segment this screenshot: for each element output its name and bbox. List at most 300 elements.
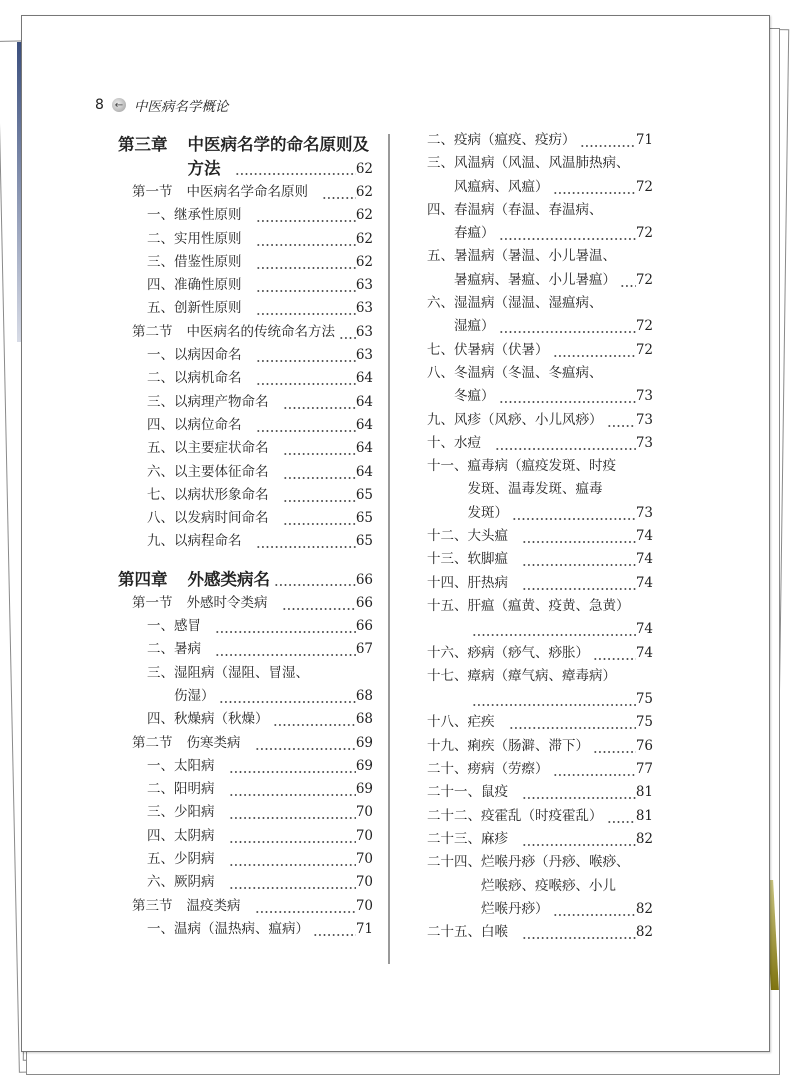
entry-number: 九、 [427, 411, 454, 428]
toc-entry-item[interactable] [427, 665, 653, 712]
dot-leader [283, 437, 356, 460]
entry-page-number: 73 [635, 504, 653, 521]
entry-number: 七、 [147, 486, 174, 503]
entry-title: 太阴病 [174, 827, 215, 844]
toc-entry-item[interactable] [427, 548, 653, 571]
entry-body [174, 918, 373, 941]
entry-number: 三、 [427, 155, 454, 172]
entry-title: 以病位命名 [174, 416, 242, 433]
entry-body [174, 825, 373, 848]
entry-body [174, 848, 373, 871]
entry-number: 四、 [427, 201, 454, 218]
entry-page-number: 70 [355, 827, 373, 844]
entry-title: 以病程命名 [174, 533, 242, 550]
entry-number: 第三章 [118, 135, 168, 154]
dot-leader [472, 688, 636, 711]
entry-number: 二十四、 [427, 854, 481, 871]
dot-leader [256, 367, 356, 390]
entry-number: 一、 [147, 757, 174, 774]
entry-body [454, 292, 653, 339]
entry-title: 伏暑病（伏暑） [454, 341, 549, 358]
entry-title: 鼠疫 [481, 784, 508, 801]
entry-body [468, 642, 654, 665]
toc-entry-item[interactable] [427, 735, 653, 758]
entry-number: 一、 [147, 618, 174, 635]
entry-title: 湿瘟） [454, 318, 495, 335]
entry-page-number: 72 [635, 225, 653, 242]
entry-title: 疫霍乱（时疫霍乱） [481, 807, 603, 824]
entry-number: 四、 [147, 827, 174, 844]
toc-entry-item[interactable] [427, 432, 653, 455]
toc-entry-section[interactable] [118, 592, 373, 615]
toc-entry-section[interactable] [118, 895, 373, 918]
entry-line [454, 292, 653, 315]
dot-leader [313, 918, 356, 941]
entry-line [174, 778, 373, 801]
dot-leader [499, 222, 636, 245]
toc-entry-item[interactable] [118, 484, 373, 507]
entry-body [174, 344, 373, 367]
entry-body [454, 245, 653, 292]
toc-entry-item[interactable] [118, 918, 373, 941]
entry-page-number: 74 [635, 621, 653, 638]
entry-body [481, 805, 653, 828]
entry-body [481, 781, 653, 804]
entry-page-number: 63 [355, 300, 373, 317]
column-divider [388, 134, 390, 964]
entry-title: 痨病（劳瘵） [467, 761, 549, 778]
entry-body [454, 409, 653, 432]
entry-number: 十六、 [427, 644, 468, 661]
entry-title: 大头瘟 [467, 528, 508, 545]
dot-leader [522, 525, 636, 548]
entry-title: 烂喉痧、疫喉痧、小儿 [481, 877, 616, 894]
entry-title: 湿温病（湿温、湿瘟病、 [454, 295, 603, 312]
entry-page-number: 66 [355, 571, 373, 588]
entry-line [174, 755, 373, 778]
dot-leader [219, 685, 356, 708]
entry-page-number: 70 [355, 874, 373, 891]
entry-line [174, 708, 373, 731]
toc-entry-item[interactable] [118, 391, 373, 414]
toc-entry-item[interactable] [427, 642, 653, 665]
dot-leader [499, 385, 636, 408]
toc-entry-item[interactable] [427, 828, 653, 851]
entry-number: 二、 [147, 641, 174, 658]
dot-leader [283, 507, 356, 530]
entry-number: 第二节 [132, 323, 173, 340]
entry-page-number: 72 [635, 271, 653, 288]
entry-body [174, 414, 373, 437]
entry-page-number: 70 [355, 804, 373, 821]
toc-entry-item[interactable] [118, 615, 373, 638]
entry-body [454, 339, 653, 362]
toc-right-column [427, 129, 653, 944]
entry-line [481, 921, 653, 944]
entry-number: 二十二、 [427, 807, 481, 824]
dot-leader [495, 432, 636, 455]
entry-page-number: 66 [355, 594, 373, 611]
toc-entry-item[interactable] [118, 204, 373, 227]
toc-entry-item[interactable] [118, 778, 373, 801]
toc-entry-item[interactable] [118, 507, 373, 530]
entry-title: 湿阻病（湿阻、冒湿、 [174, 664, 309, 681]
entry-line [468, 502, 654, 525]
entry-number: 八、 [147, 510, 174, 527]
entry-body [174, 484, 373, 507]
dot-leader [620, 269, 636, 292]
entry-line [454, 152, 653, 175]
toc-entry-chapter[interactable] [118, 133, 373, 181]
toc-entry-item[interactable] [427, 805, 653, 828]
entry-number: 六、 [147, 463, 174, 480]
entry-number: 二、 [147, 781, 174, 798]
dot-leader [282, 592, 356, 615]
dot-leader [580, 129, 636, 152]
toc-entry-item[interactable] [118, 638, 373, 661]
entry-title: 中医病名学的命名原则及 [187, 135, 369, 154]
entry-page-number: 67 [355, 641, 373, 658]
entry-title: 继承性原则 [174, 207, 242, 224]
dot-leader [522, 921, 636, 944]
entry-line [174, 484, 373, 507]
entry-page-number: 82 [635, 924, 653, 941]
entry-number: 十三、 [427, 551, 468, 568]
dot-leader [215, 615, 356, 638]
entry-line [454, 199, 653, 222]
entry-page-number: 71 [635, 132, 653, 148]
entry-page-number: 81 [635, 784, 653, 801]
entry-title: 暑温病（暑温、小儿暑温、 [454, 248, 616, 265]
entry-page-number: 72 [635, 178, 653, 195]
entry-title: 外感时令类病 [186, 594, 268, 611]
entry-page-number: 74 [635, 551, 653, 568]
entry-line [454, 315, 653, 338]
entry-title: 瘟毒病（瘟疫发斑、时疫 [467, 458, 616, 475]
entry-line [454, 222, 653, 245]
entry-title: 厥阴病 [174, 874, 215, 891]
toc-entry-item[interactable] [427, 851, 653, 921]
toc-entry-item[interactable] [427, 199, 653, 246]
entry-number: 十七、 [427, 667, 468, 684]
entry-body [188, 568, 374, 592]
entry-title: 中医病名学命名原则 [186, 184, 308, 200]
entry-number: 第四章 [118, 569, 168, 589]
entry-number: 十一、 [427, 458, 468, 475]
entry-number: 第一节 [132, 594, 173, 611]
entry-page-number: 74 [635, 528, 653, 545]
entry-title: 温疫类病 [186, 897, 241, 914]
entry-page-number: 62 [355, 184, 373, 200]
entry-number: 二十、 [427, 761, 468, 778]
entry-body [188, 133, 374, 181]
entry-body [174, 437, 373, 460]
entry-number: 第一节 [132, 184, 173, 200]
entry-title: 阳明病 [174, 781, 215, 798]
entry-body [174, 461, 373, 484]
entry-title: 创新性原则 [174, 300, 242, 317]
toc-entry-item[interactable] [427, 339, 653, 362]
page-header [95, 95, 228, 115]
entry-title: 实用性原则 [174, 230, 242, 247]
entry-line [174, 615, 373, 638]
toc-entry-item[interactable] [427, 921, 653, 944]
book-title: 中医病名学概论 [133, 99, 229, 115]
entry-title: 伤湿） [174, 687, 215, 704]
entry-line [468, 735, 654, 758]
toc-entry-section[interactable] [118, 181, 373, 204]
dot-leader [322, 181, 356, 204]
toc-entry-item[interactable] [427, 595, 653, 642]
toc-entry-item[interactable] [427, 409, 653, 432]
entry-line [174, 801, 373, 824]
dot-leader [273, 708, 356, 731]
entry-title: 以病因命名 [174, 347, 242, 364]
dot-leader [522, 781, 636, 804]
entry-page-number: 82 [635, 830, 653, 847]
entry-title: 温病（温热病、瘟病） [174, 920, 309, 937]
entry-line [454, 129, 653, 152]
toc-entry-item[interactable] [427, 129, 653, 152]
entry-body [454, 362, 653, 409]
entry-number: 十八、 [427, 714, 468, 731]
entry-line [174, 825, 373, 848]
entry-number: 二、 [427, 132, 454, 148]
entry-number: 一、 [147, 207, 174, 224]
entry-title: 外感类病名 [187, 569, 270, 589]
entry-title: 少阴病 [174, 851, 215, 868]
entry-page-number: 64 [355, 393, 373, 410]
entry-title: 软脚瘟 [467, 551, 508, 568]
entry-line [174, 414, 373, 437]
entry-line [454, 245, 653, 268]
entry-page-number: 75 [635, 714, 653, 731]
entry-body [187, 895, 374, 918]
entry-title: 风疹（风痧、小儿风痧） [454, 411, 603, 428]
entry-page-number: 62 [355, 161, 373, 177]
entry-line [174, 204, 373, 227]
entry-body [468, 595, 654, 642]
entry-title: 水痘 [454, 434, 481, 451]
toc-entry-chapter[interactable] [118, 568, 373, 592]
entry-line [174, 662, 373, 685]
entry-number: 二十五、 [427, 924, 481, 941]
toc-entry-section[interactable] [118, 321, 373, 344]
entry-line [174, 871, 373, 894]
entry-line [188, 568, 374, 592]
entry-page-number: 64 [355, 416, 373, 433]
entry-line [174, 685, 373, 708]
entry-number: 八、 [427, 364, 454, 381]
entry-line [454, 339, 653, 362]
entry-line [481, 898, 653, 921]
dot-leader [255, 732, 356, 755]
entry-body [468, 572, 654, 595]
entry-number: 十五、 [427, 597, 468, 614]
entry-title: 伤寒类病 [186, 734, 241, 751]
entry-line [454, 409, 653, 432]
entry-body [468, 711, 654, 734]
entry-number: 三、 [147, 664, 174, 681]
entry-body [174, 391, 373, 414]
entry-line [468, 478, 654, 501]
entry-title: 中医病名的传统命名方法 [186, 323, 335, 340]
entry-page-number: 69 [355, 757, 373, 774]
entry-title: 太阳病 [174, 757, 215, 774]
entry-body [454, 199, 653, 246]
entry-body [174, 755, 373, 778]
entry-line [174, 251, 373, 274]
entry-line [174, 461, 373, 484]
entry-body [454, 432, 653, 455]
entry-number: 三、 [147, 393, 174, 410]
entry-page-number: 68 [355, 687, 373, 704]
dot-leader [593, 642, 636, 665]
entry-body [468, 455, 654, 525]
dot-leader [553, 898, 636, 921]
entry-number: 五、 [147, 440, 174, 457]
entry-number: 二、 [147, 370, 174, 387]
entry-page-number: 72 [635, 341, 653, 358]
entry-page-number: 66 [355, 618, 373, 635]
toc-entry-item[interactable] [118, 755, 373, 778]
entry-line [187, 321, 374, 344]
entry-page-number: 65 [355, 510, 373, 527]
dot-leader [553, 176, 636, 199]
entry-title: 白喉 [481, 924, 508, 941]
entry-line [454, 385, 653, 408]
entry-number: 十、 [427, 434, 454, 451]
toc-entry-item[interactable] [427, 245, 653, 292]
toc-entry-item[interactable] [118, 228, 373, 251]
entry-line [187, 181, 374, 204]
toc-entry-item[interactable] [118, 530, 373, 553]
toc-entry-item[interactable] [118, 344, 373, 367]
entry-page-number: 74 [635, 574, 653, 591]
entry-body [481, 828, 653, 851]
entry-title: 春瘟） [454, 225, 495, 242]
entry-title: 秋燥病（秋燥） [174, 711, 269, 728]
toc-entry-item[interactable] [427, 292, 653, 339]
toc-entry-item[interactable] [118, 367, 373, 390]
dot-leader [512, 502, 636, 525]
toc-entry-item[interactable] [118, 274, 373, 297]
entry-page-number: 82 [635, 900, 653, 917]
dot-leader [553, 758, 636, 781]
toc-entry-item[interactable] [427, 455, 653, 525]
entry-number: 二、 [147, 230, 174, 247]
entry-line [481, 781, 653, 804]
entry-number: 十二、 [427, 528, 468, 545]
toc-entry-item[interactable] [118, 871, 373, 894]
entry-line [481, 851, 653, 874]
entry-line [187, 592, 374, 615]
toc-entry-item[interactable] [427, 572, 653, 595]
toc-entry-item[interactable] [118, 801, 373, 824]
entry-page-number: 73 [635, 434, 653, 451]
entry-title: 瘴病（瘴气病、瘴毒病） [467, 667, 616, 684]
dot-leader [339, 321, 356, 344]
toc-entry-item[interactable] [118, 461, 373, 484]
toc-entry-item[interactable] [118, 251, 373, 274]
toc-entry-item[interactable] [427, 152, 653, 199]
entry-title: 少阳病 [174, 804, 215, 821]
toc-entry-item[interactable] [118, 708, 373, 731]
dot-leader [255, 895, 356, 918]
page-number: 8 [95, 97, 104, 113]
toc-entry-item[interactable] [427, 781, 653, 804]
entry-line [468, 711, 654, 734]
dot-leader [553, 339, 636, 362]
entry-page-number: 70 [355, 897, 373, 914]
entry-line [468, 548, 654, 571]
entry-body [468, 665, 654, 712]
entry-body [468, 548, 654, 571]
toc-entry-item[interactable] [427, 362, 653, 409]
entry-line [174, 507, 373, 530]
entry-line [174, 918, 373, 941]
dot-leader [256, 251, 356, 274]
dot-leader [522, 548, 636, 571]
toc-entry-item[interactable] [118, 825, 373, 848]
entry-line [468, 525, 654, 548]
entry-line [468, 618, 654, 641]
dot-leader [283, 461, 356, 484]
dot-leader [229, 825, 356, 848]
entry-title: 方法 [187, 159, 221, 178]
entry-body [187, 732, 374, 755]
entry-title: 冬瘟） [454, 388, 495, 405]
entry-body [187, 181, 374, 204]
toc-entry-section[interactable] [118, 732, 373, 755]
entry-page-number: 68 [355, 711, 373, 728]
entry-number: 五、 [427, 248, 454, 265]
dot-leader [607, 409, 636, 432]
dot-leader [283, 484, 356, 507]
entry-title: 以发病时间命名 [174, 510, 269, 527]
entry-number: 十九、 [427, 737, 468, 754]
toc-entry-item[interactable] [118, 437, 373, 460]
entry-number: 三、 [147, 804, 174, 821]
toc-entry-item[interactable] [118, 297, 373, 320]
toc-entry-item[interactable] [118, 848, 373, 871]
entry-line [174, 437, 373, 460]
entry-page-number: 73 [635, 388, 653, 405]
entry-page-number: 63 [355, 347, 373, 364]
entry-title: 风温病（风温、风温肺热病、 [454, 155, 630, 172]
dot-leader [256, 344, 356, 367]
entry-title: 痢疾（肠澼、滞下） [467, 737, 589, 754]
entry-line [481, 875, 653, 898]
toc-entry-item[interactable] [118, 414, 373, 437]
entry-number: 五、 [147, 300, 174, 317]
dot-leader [229, 848, 356, 871]
entry-title: 疟疾 [467, 714, 495, 731]
toc-entry-item[interactable] [427, 758, 653, 781]
entry-line [187, 895, 374, 918]
entry-page-number: 77 [635, 761, 653, 778]
toc-entry-item[interactable] [427, 711, 653, 734]
entry-line [174, 530, 373, 553]
entry-page-number: 64 [355, 370, 373, 387]
toc-entry-item[interactable] [427, 525, 653, 548]
toc-entry-item[interactable] [118, 662, 373, 709]
entry-title: 冬温病（冬温、冬瘟病、 [454, 364, 603, 381]
dot-leader [256, 228, 356, 251]
entry-body [174, 204, 373, 227]
entry-title: 春温病（春温、春温病、 [454, 201, 603, 218]
entry-title: 以主要症状命名 [174, 440, 269, 457]
